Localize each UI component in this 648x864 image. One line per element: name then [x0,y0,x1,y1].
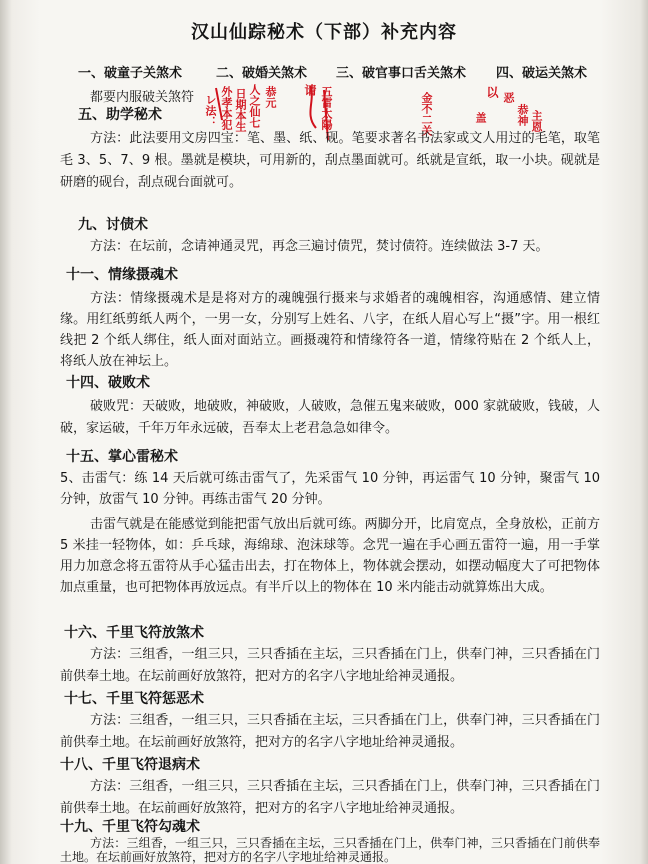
section-15-heading: 十五、掌心雷秘术 [66,449,178,465]
section-9-text: 方法：在坛前，念请神通灵咒，再念三遍讨债咒，焚讨债符。连续做法 3-7 天。 [90,239,549,254]
section-3-heading: 三、破官事口舌关煞术 [336,66,467,81]
section-16-text: 方法：三组香，一组三只，三只香插在主坛，三只香插在门上，供奉门神，三只香插在门前供奉土地。在坛前画好放煞符，把对方的名字八字地址给神灵通报。 [60,647,600,684]
handwriting-col-8: 金不二关 [420,92,433,136]
section-18-text: 方法：三组香，一组三只，三只香插在主坛，三只香插在门上，供奉门神，三只香插在门前供奉土地。在坛前画好放煞符，把对方的名字八字地址给神灵通报。 [60,779,600,816]
document-title: 汉山仙踪秘术（下部）补充内容 [191,22,457,43]
handwriting-col-13: 主恩 [530,110,543,132]
handwriting-col-10: 恶 [502,92,515,103]
section-5-heading: 五、助学秘术 [78,107,162,123]
handwriting-col-11: 盖 [474,112,487,123]
handwriting-col-7: 五雷太陽 [320,86,333,130]
handwriting-col-6: 请 [303,84,317,96]
handwriting-col-1: レ法： [204,94,217,127]
section-4-heading: 四、破运关煞术 [496,66,588,81]
section-19-heading: 十九、千里飞符勾魂术 [60,819,200,835]
section-11-heading: 十一、情缘摄魂术 [66,267,178,283]
handwriting-col-5: 恭元 [264,86,277,108]
section-14-heading: 十四、破败术 [66,375,150,391]
section-5-text: 方法：此法要用文房四宝：笔、墨、纸、砚。笔要求著名书法家或文人用过的毛笔，取笔毛 3、5、7、9 根。墨就是模块，可用新的，刮点墨面就可。纸就是宣纸，取一小块。砚就是研磨的砚台，刮点砚台面就可。 [60,131,600,190]
section-17-text: 方法：三组香，一组三只，三只香插在主坛，三只香插在门上，供奉门神，三只香插在门前供奉土地。在坛前画好放煞符，把对方的名字八字地址给神灵通报。 [60,713,600,750]
section-11-text: 方法：情缘摄魂术是是将对方的魂魄强行摄来与求婚者的魂魄相容，沟通感情、建立情缘。用红纸剪纸人两个，一男一女，分别写上姓名、八字，在纸人眉心写上“摄”字。用一根红线把 2 个纸人绑住，纸人面对面站立。画摄魂符和情缘符各一道，情缘符贴在 2 个纸人上，将纸人放在神坛上。 [60,291,600,369]
section-row-1 [78,62,618,82]
section-2-heading: 二、破婚关煞术 [216,66,308,81]
section-1-note: 都要内服破关煞符 [90,90,195,105]
section-15-text-2: 击雷气就是在能感觉到能把雷气放出后就可练。两脚分开，比肩宽点，全身放松，正前方 5 米挂一轻物体，如：乒乓球，海绵球、泡沫球等。念咒一遍在手心画五雷符一遍，用一手掌用力加意念将五雷符从手心猛击出去，打在物体上，物体就会摆动，如摆动幅度大了可把物体加点重量，也可把物体再放远点。有半斤以上的物体在 10 米内能击动就算炼出大成。 [60,517,600,595]
handwriting-col-2: 外孝本犯 [220,86,233,130]
section-16-heading: 十六、千里飞符放煞术 [64,625,204,641]
section-17-heading: 十七、千里飞符惩恶术 [64,691,204,707]
section-19-text: 方法：三组香，一组三只，三只香插在主坛，三只香插在门上，供奉门神，三只香插在门前供奉土地。在坛前画好放煞符，把对方的名字八字地址给神灵通报。 [60,836,600,864]
section-1-heading: 一、破童子关煞术 [78,66,183,81]
handwriting-col-12: 恭神 [516,104,529,126]
section-9-heading: 九、讨债术 [78,217,148,233]
section-18-heading: 十八、千里飞符退病术 [60,757,200,773]
section-15-text-1: 5、击雷气：练 14 天后就可练击雷气了，先采雷气 10 分钟，再运雷气 10 分钟，聚雷气 10 分钟，放雷气 10 分钟。再练击雷气 20 分钟。 [60,471,600,507]
handwriting-col-3: 日期本生 [234,88,247,132]
section-14-text: 破败咒：天破败，地破败，神破败，人破败，急催五鬼来破败，000 家就破败，钱破，人破，家运破，千年万年永远破，吾奉太上老君急急如律令。 [60,399,600,436]
handwriting-col-4: 人之仙七 [248,84,261,128]
handwriting-col-9: 以 [485,86,499,98]
